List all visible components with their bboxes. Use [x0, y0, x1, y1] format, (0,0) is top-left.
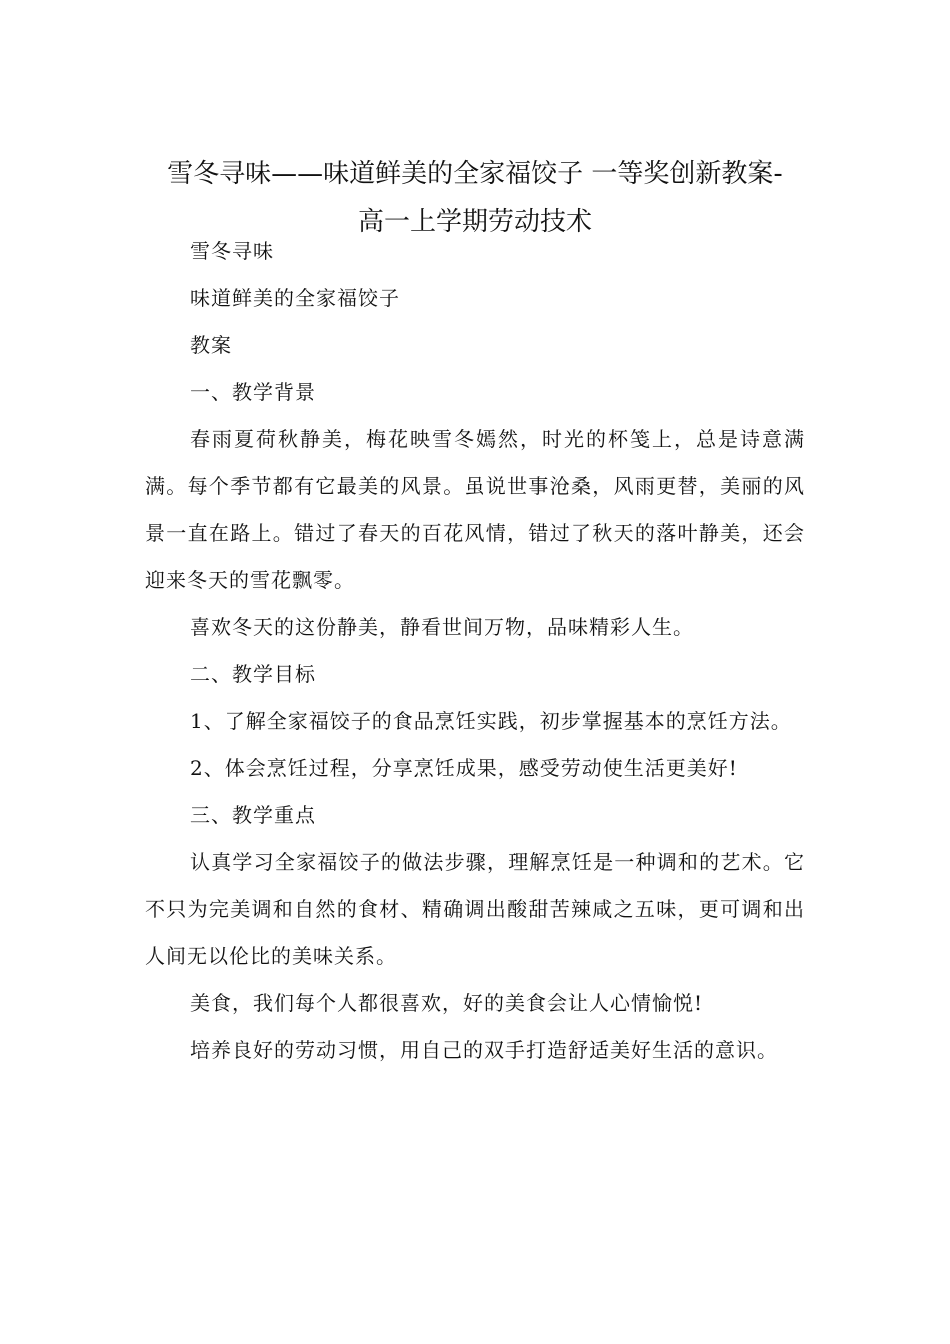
subtitle-1: 雪冬寻味 — [190, 239, 274, 263]
paragraph-key-points-2: 美食，我们每个人都很喜欢，好的美食会让人心情愉悦! — [190, 991, 704, 1015]
subtitle-2: 味道鲜美的全家福饺子 — [190, 286, 400, 310]
document-title-line-1: 雪冬寻味——味道鲜美的全家福饺子 一等奖创新教案- — [167, 159, 783, 190]
paragraph-key-points-3: 培养良好的劳动习惯，用自己的双手打造舒适美好生活的意识。 — [190, 1038, 778, 1062]
document-body — [145, 228, 805, 1074]
section-heading-background: 一、教学背景 — [190, 380, 316, 404]
section-heading-objectives: 二、教学目标 — [190, 662, 316, 686]
paragraph-key-points-1: 认真学习全家福饺子的做法步骤，理解烹饪是一种调和的艺术。它不只为完美调和自然的食材、精确调出酸甜苦辣咸之五味，更可调和出人间无以伦比的美味关系。 — [145, 850, 805, 968]
subtitle-3: 教案 — [190, 333, 232, 357]
paragraph-background-2: 喜欢冬天的这份静美，静看世间万物，品味精彩人生。 — [190, 615, 694, 639]
objective-item-1: 1、了解全家福饺子的食品烹饪实践，初步掌握基本的烹饪方法。 — [190, 709, 792, 733]
paragraph-background-1: 春雨夏荷秋静美，梅花映雪冬嫣然，时光的杯笺上，总是诗意满满。每个季节都有它最美的风景。虽说世事沧桑，风雨更替，美丽的风景一直在路上。错过了春天的百花风情，错过了秋天的落叶静美，还会迎来冬天的雪花飘零。 — [145, 427, 805, 592]
objective-item-2: 2、体会烹饪过程，分享烹饪成果，感受劳动使生活更美好! — [190, 756, 738, 780]
section-heading-key-points: 三、教学重点 — [190, 803, 316, 827]
document-title-line-2: 高一上学期劳动技术 — [357, 207, 592, 238]
